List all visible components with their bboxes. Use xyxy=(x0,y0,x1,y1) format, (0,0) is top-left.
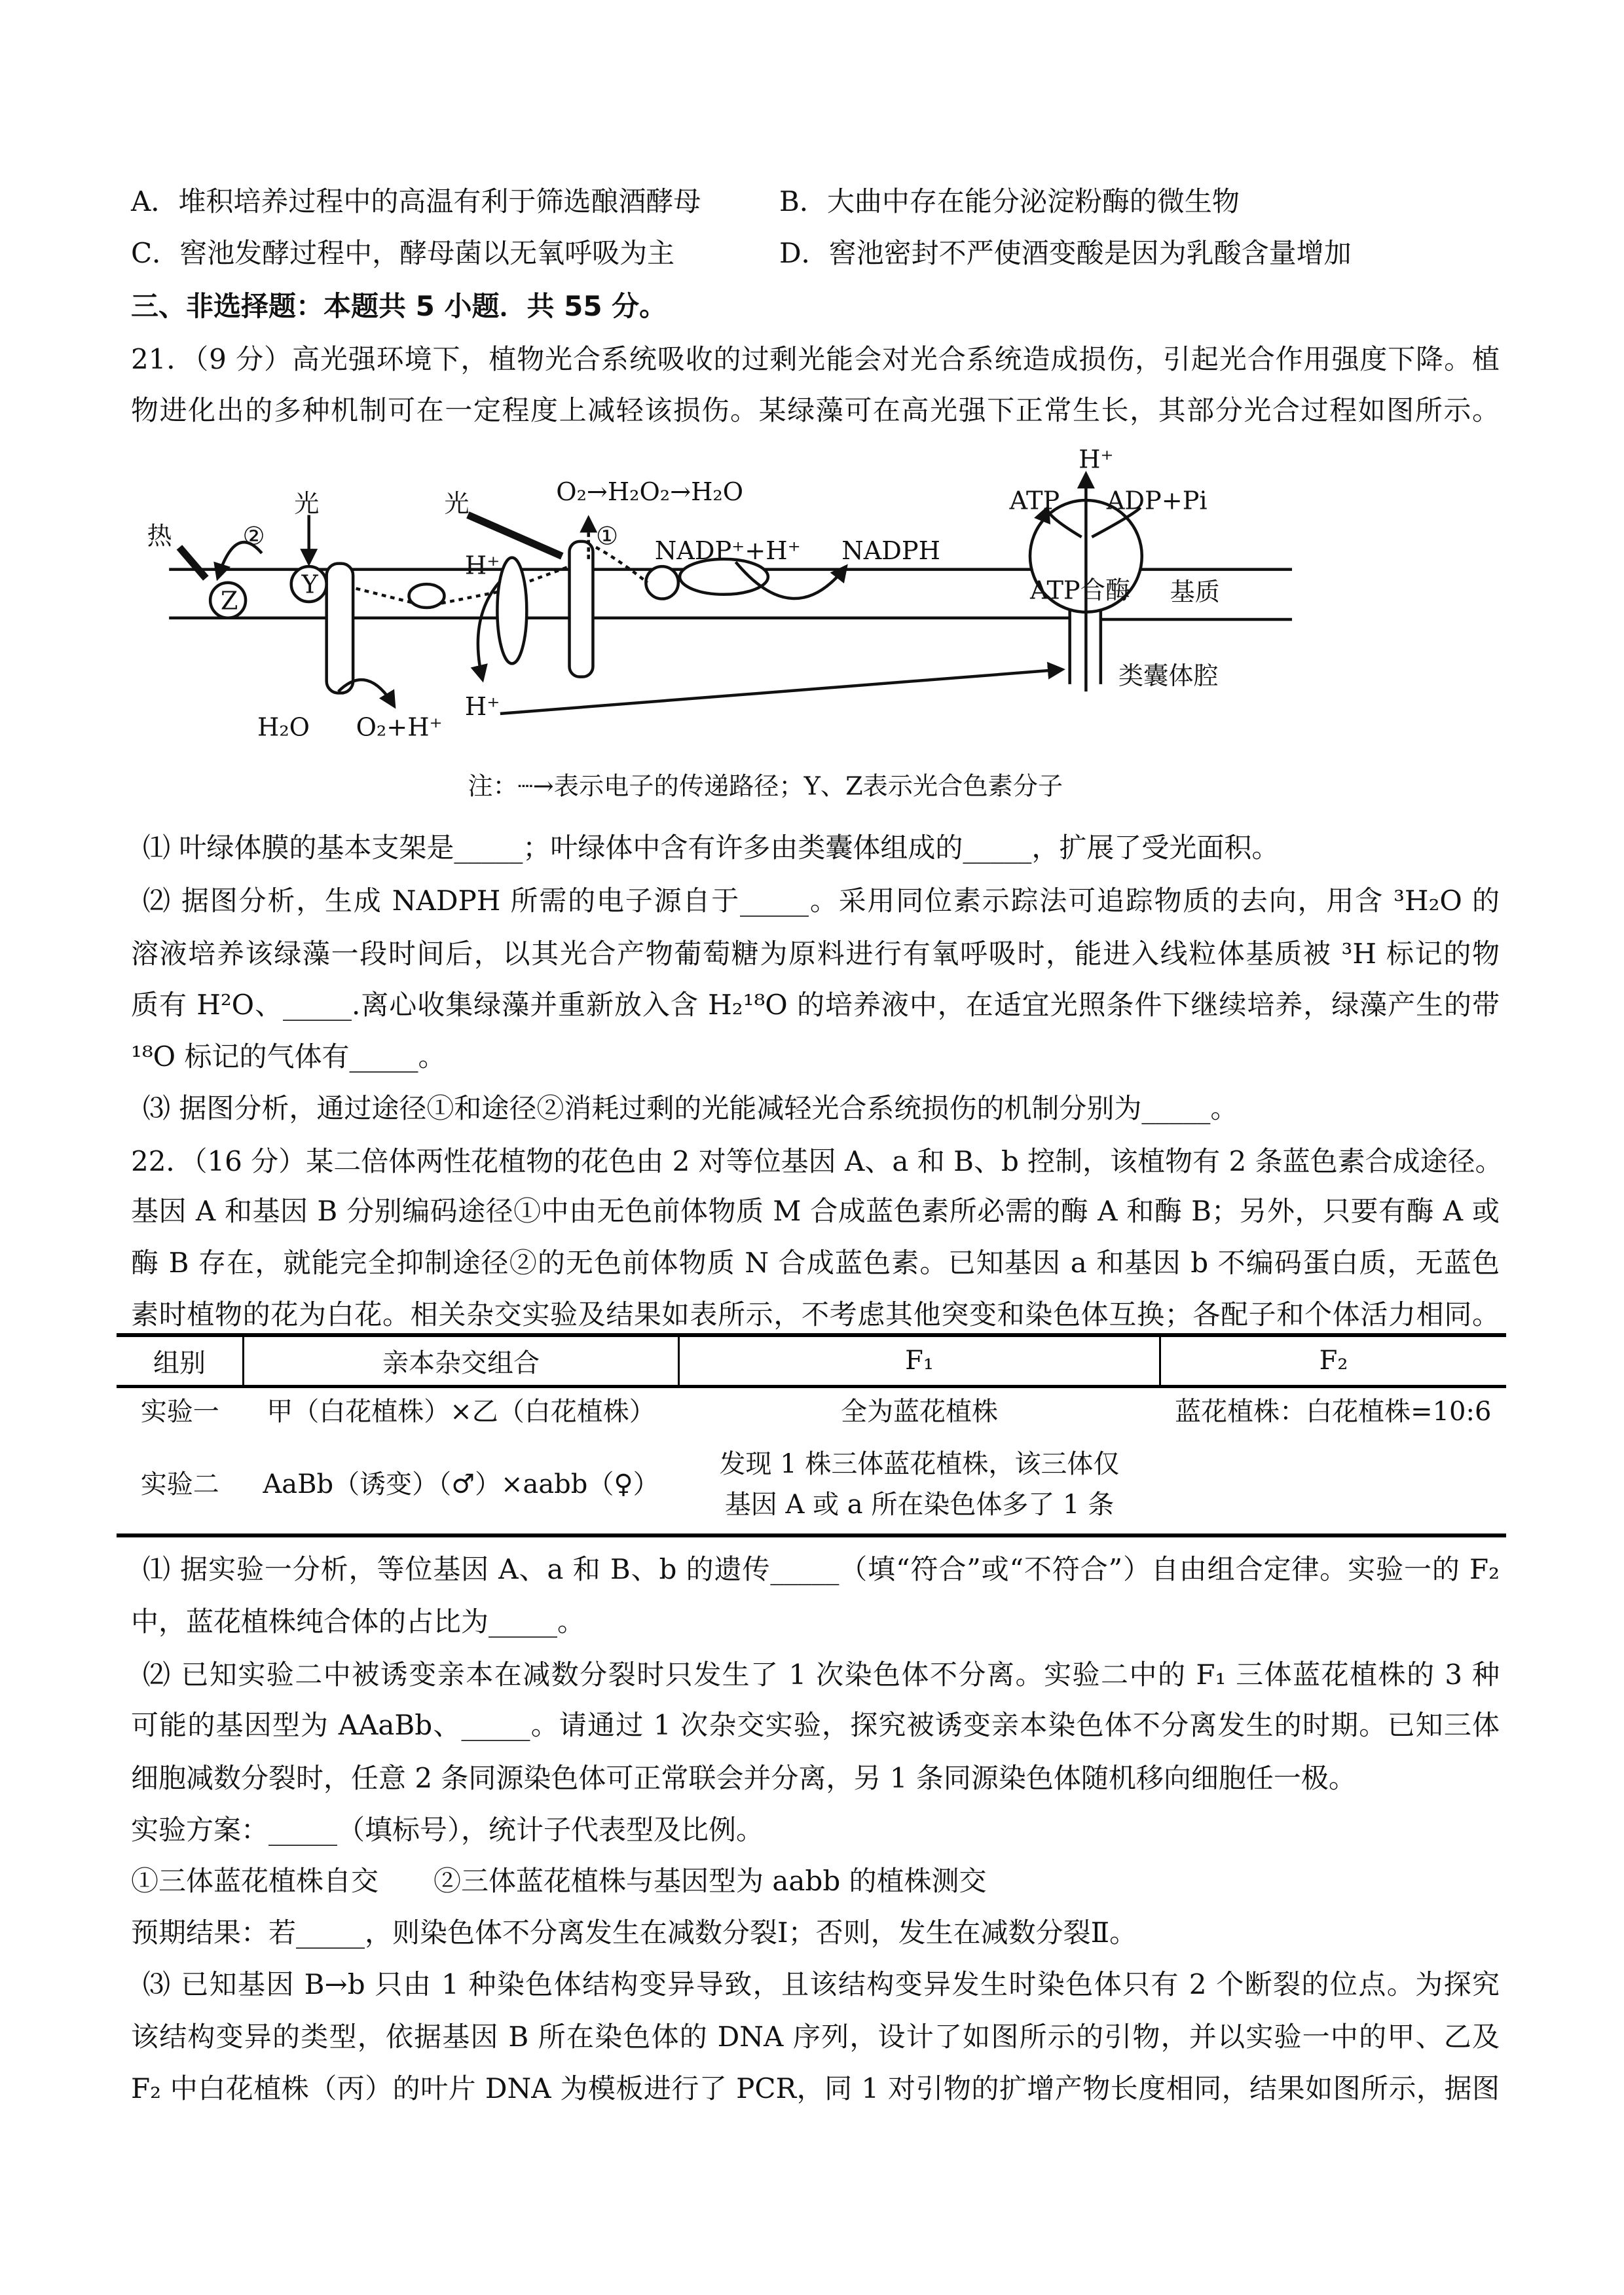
q22-sub2-line: ①三体蓝花植株自交 ②三体蓝花植株与基因型为 aabb 的植株测交 xyxy=(131,1865,987,1897)
path2-label: ② xyxy=(242,522,265,551)
q21-sub1: ⑴ 叶绿体膜的基本支架是_____；叶绿体中含有许多由类囊体组成的_____，扩展了受光面积。 xyxy=(143,832,1280,864)
cytochrome-complex xyxy=(497,558,526,664)
diagram-note: 注：┈→表示电子的传递路径；Y、Z表示光合色素分子 xyxy=(468,772,1063,801)
stroma-label: 基质 xyxy=(1170,578,1220,607)
q22-sub2-line: 可能的基因型为 AAaBb、_____。请通过 1 次杂交实验，探究被诱变亲本染色体不分离发生的时期。已知三体 xyxy=(131,1709,1500,1741)
path1-label: ① xyxy=(595,522,619,551)
table-cell-line: 发现 1 株三体蓝花植株，该三体仅 xyxy=(719,1448,1120,1479)
table-cell xyxy=(679,1435,1160,1535)
q22-sub3-line: F₂ 中白花植株（丙）的叶片 DNA 为模板进行了 PCR，同 1 对引物的扩增产物长度相同，结果如图所示，据图 xyxy=(131,2072,1500,2104)
table-cell: 全为蓝花植株 xyxy=(841,1396,998,1427)
plastoquinone xyxy=(409,584,445,608)
table-cell xyxy=(1160,1435,1507,1535)
q22-sub2-line: 预期结果：若_____，则染色体不分离发生在减数分裂Ⅰ；否则，发生在减数分裂Ⅱ。 xyxy=(131,1917,1137,1949)
option-c: C．窖池发酵过程中，酵母菌以无氧呼吸为主 xyxy=(131,237,675,269)
lumen-label: 类囊体腔 xyxy=(1118,661,1219,691)
section-heading: 三、非选择题：本题共 5 小题．共 55 分。 xyxy=(131,290,667,322)
photosynthesis-diagram xyxy=(132,441,1310,809)
option-d: D．窖池密封不严使酒变酸是因为乳酸含量增加 xyxy=(779,237,1352,269)
ferredoxin xyxy=(646,566,678,598)
heat-label: 热 xyxy=(147,522,172,551)
o2-chain-label: O₂→H₂O₂→H₂O xyxy=(556,477,744,507)
table-row xyxy=(117,1386,1506,1435)
q22-stem-line: 酶 B 存在，就能完全抑制途径②的无色前体物质 N 合成蓝色素。已知基因 a 和基因 b 不编码蛋白质，无蓝色 xyxy=(131,1247,1500,1279)
q21-stem-line: 物进化出的多种机制可在一定程度上减轻该损伤。某绿藻可在高光强下正常生长，其部分光合过程如图所示。 xyxy=(131,394,1500,426)
q22-sub2-line: 实验方案：_____（填标号），统计子代表型及比例。 xyxy=(131,1814,764,1846)
q22-sub3-line: ⑶ 已知基因 B→b 只由 1 种染色体结构变异导致，且该结构变异发生时染色体只有 2 个断裂的位点。为探究 xyxy=(143,1968,1500,2000)
q22-sub2-line: ⑵ 已知实验二中被诱变亲本在减数分裂时只发生了 1 次染色体不分离。实验二中的 F₁ 三体蓝花植株的 3 种 xyxy=(143,1659,1500,1691)
q22-stem-line: 22．（16 分）某二倍体两性花植物的花色由 2 对等位基因 A、a 和 B、b 控制，该植物有 2 条蓝色素合成途径。 xyxy=(131,1145,1503,1177)
h-ion-label: H⁺ xyxy=(464,693,500,722)
q22-stem-line: 素时植物的花为白花。相关杂交实验及结果如表所示，不考虑其他突变和染色体互换；各配子和个体活力相同。 xyxy=(131,1298,1500,1331)
q22-sub2-line: 细胞减数分裂时，任意 2 条同源染色体可正常联会并分离，另 1 条同源染色体随机移向细胞任一极。 xyxy=(131,1762,1356,1794)
q21-sub2-line: ⑵ 据图分析，生成 NADPH 所需的电子源自于_____。采用同位素示踪法可追踪物质的去向，用含 ³H₂O 的 xyxy=(143,885,1500,917)
q22-stem-line: 基因 A 和基因 B 分别编码途径①中由无色前体物质 M 合成蓝色素所必需的酶 A 和酶 B；另外，只要有酶 A 或 xyxy=(131,1195,1500,1227)
q21-sub2-line: 质有 H²O、_____.离心收集绿藻并重新放入含 H₂¹⁸O 的培养液中，在适宜光照条件下继续培养，绿藻产生的带 xyxy=(131,989,1500,1021)
adp-label: ADP+Pi xyxy=(1106,487,1208,516)
table-header: 亲本杂交组合 xyxy=(244,1335,679,1386)
water-label: H₂O xyxy=(257,713,310,743)
q21-sub2-line: ¹⁸O 标记的气体有_____。 xyxy=(131,1040,446,1073)
table-cell: 实验一 xyxy=(140,1396,219,1427)
atp-label: ATP xyxy=(1009,487,1060,516)
nadph-label: NADPH xyxy=(841,536,940,566)
q22-sub1-line: ⑴ 据实验一分析，等位基因 A、a 和 B、b 的遗传_____（填“符合”或“不符合”）自由组合定律。实验一的 F₂ xyxy=(143,1553,1500,1585)
results-table xyxy=(117,1333,1506,1537)
atp-synthase-label: ATP合酶 xyxy=(1029,576,1131,606)
table-cell: 甲（白花植株）×乙（白花植株） xyxy=(267,1396,655,1427)
nadp-label: NADP⁺+H⁺ xyxy=(654,536,801,566)
light-label: 光 xyxy=(294,489,320,519)
pigment-z-label: Z xyxy=(220,587,238,616)
q21-sub2-line: 溶液培养该绿藻一段时间后，以其光合产物葡萄糖为原料进行有氧呼吸时，能进入线粒体基质被 ³H 标记的物 xyxy=(131,938,1500,970)
table-cell: 蓝花植株：白花植株=10:6 xyxy=(1175,1396,1492,1427)
o2-h-label: O₂+H⁺ xyxy=(356,713,443,743)
h-ion-label: H⁺ xyxy=(1079,445,1114,475)
q21-stem-line: 21．（9 分）高光强环境下，植物光合系统吸收的过剩光能会对光合系统造成损伤，引起光合作用强度下降。植 xyxy=(131,343,1500,375)
table-header: F₁ xyxy=(679,1335,1160,1386)
q21-sub3: ⑶ 据图分析，通过途径①和途径②消耗过剩的光能减轻光合系统损伤的机制分别为_____。 xyxy=(143,1092,1238,1124)
option-b: B．大曲中存在能分泌淀粉酶的微生物 xyxy=(779,185,1240,217)
table-header: 组别 xyxy=(153,1348,206,1378)
table-cell: 实验二 xyxy=(140,1469,219,1499)
photosystem-1 xyxy=(570,542,593,677)
q22-sub1-line: 中，蓝花植株纯合体的占比为_____。 xyxy=(131,1606,585,1638)
option-a-text: A．堆积培养过程中的高温有利于筛选酿酒酵母 xyxy=(131,185,701,217)
table-header: F₂ xyxy=(1160,1335,1507,1386)
table-cell-line: 基因 A 或 a 所在染色体多了 1 条 xyxy=(724,1489,1115,1520)
table-cell: AaBb（诱变）（♂）×aabb（♀） xyxy=(263,1469,659,1499)
pigment-y-label: Y xyxy=(301,570,318,600)
q22-sub3-line: 该结构变异的类型，依据基因 B 所在染色体的 DNA 序列，设计了如图所示的引物，并以实验一中的甲、乙及 xyxy=(131,2021,1500,2053)
light-label: 光 xyxy=(444,489,470,519)
h-ion-label: H⁺ xyxy=(464,551,500,581)
photosystem-2 xyxy=(327,564,353,693)
table-row xyxy=(117,1435,1506,1535)
